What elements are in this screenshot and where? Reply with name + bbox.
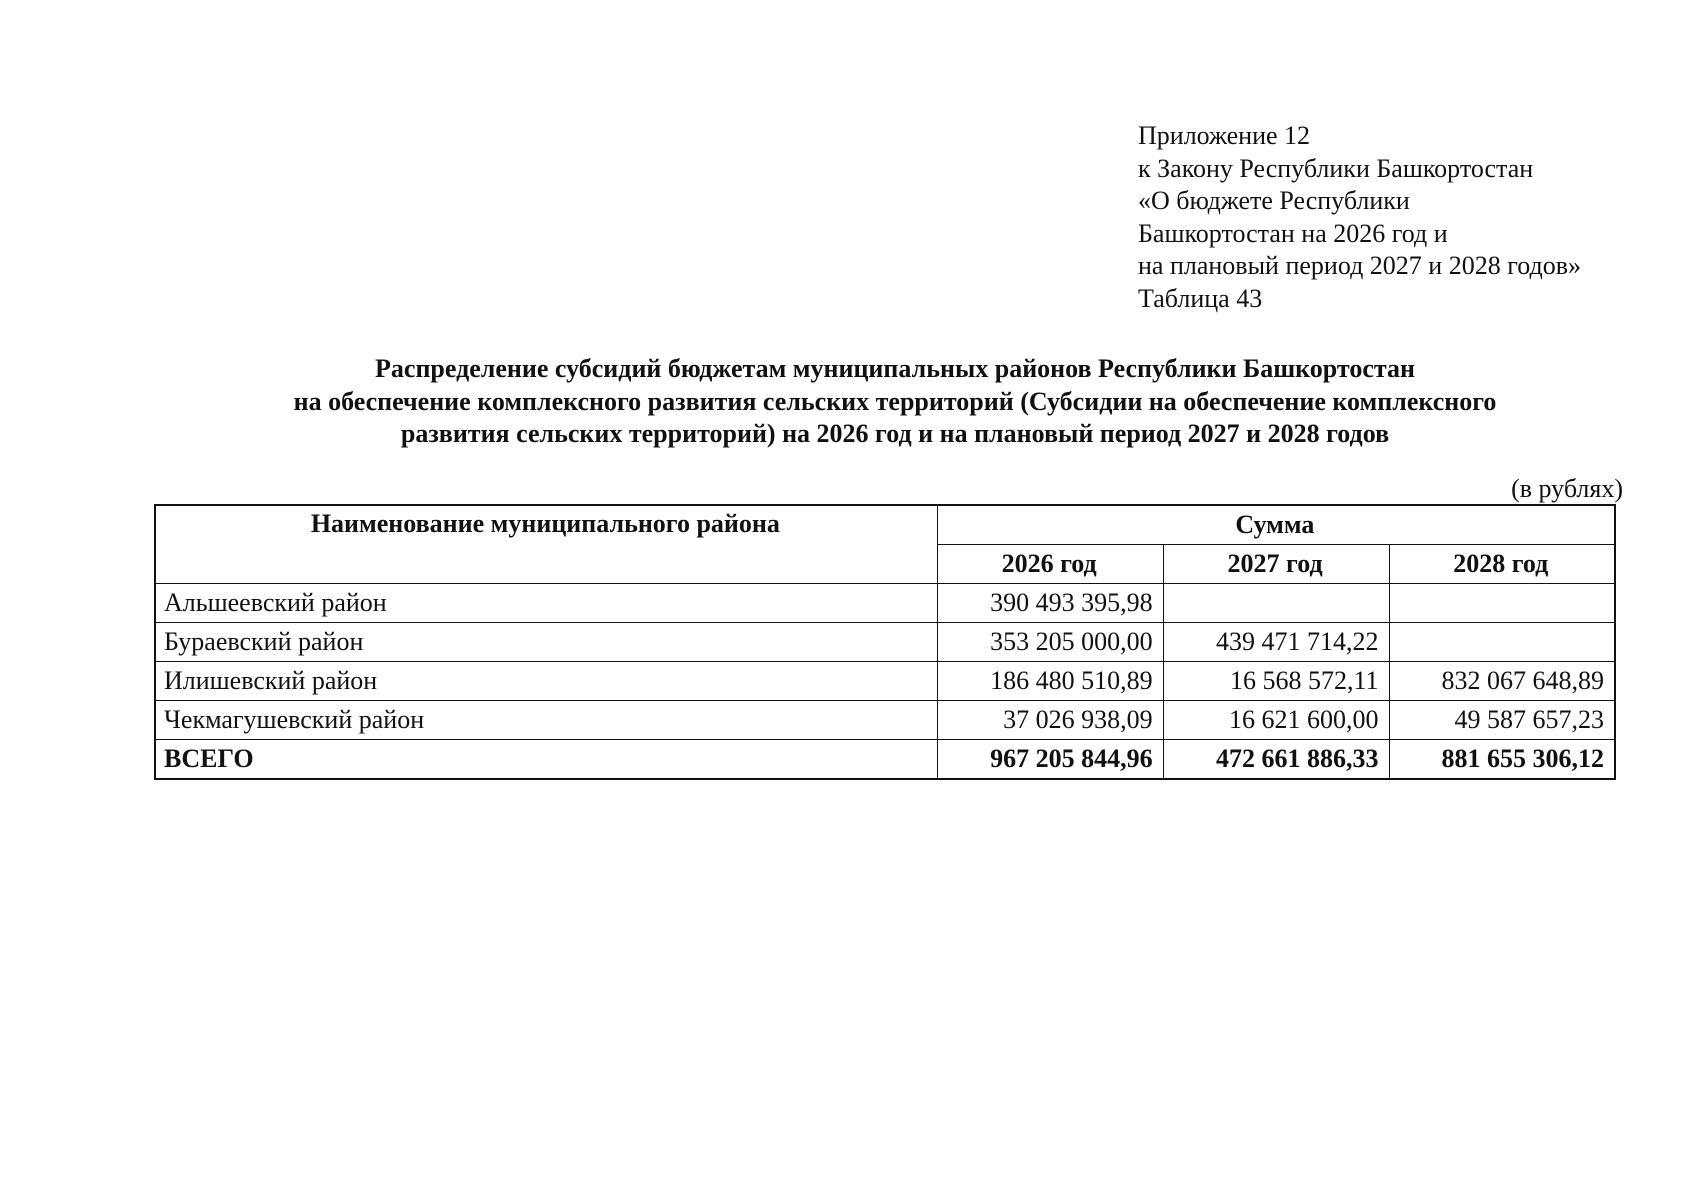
header-sum: Сумма [937, 505, 1615, 545]
appendix-line: Приложение 12 [1138, 121, 1311, 150]
appendix-block [1138, 120, 1581, 315]
appendix-line: Башкортостан на 2026 год и [1138, 218, 1448, 248]
document-title [150, 353, 1640, 451]
amount-2026: 390 493 395,98 [937, 584, 1163, 623]
amount-2028: 49 587 657,23 [1389, 701, 1615, 740]
amount-2028 [1389, 623, 1615, 662]
total-2028: 881 655 306,12 [1389, 740, 1615, 780]
total-row [155, 740, 1615, 780]
total-2026: 967 205 844,96 [937, 740, 1163, 780]
amount-2027: 439 471 714,22 [1163, 623, 1389, 662]
district-name: Чекмагушевский район [155, 701, 937, 740]
table-row [155, 584, 1615, 623]
table-number: Таблица 43 [1138, 283, 1263, 313]
appendix-line: к Закону Республики Башкортостан [1138, 153, 1534, 183]
amount-2027 [1163, 584, 1389, 623]
subsidy-table [154, 504, 1616, 780]
title-line: на обеспечение комплексного развития сельских территорий (Субсидии на обеспечение комплексного [293, 386, 1497, 416]
appendix-line: на плановый период 2027 и 2028 годов» [1138, 251, 1581, 280]
header-year-2027: 2027 год [1163, 545, 1389, 584]
total-label: ВСЕГО [155, 740, 937, 780]
amount-2028 [1389, 584, 1615, 623]
table-row [155, 701, 1615, 740]
title-line: Распределение субсидий бюджетам муниципальных районов Республики Башкортостан [375, 354, 1415, 383]
header-row [155, 505, 1615, 545]
district-name: Илишевский район [155, 662, 937, 701]
district-name: Бураевский район [155, 623, 937, 662]
units-note: (в рублях) [1511, 474, 1623, 503]
appendix-line: «О бюджете Республики [1138, 186, 1410, 215]
district-name: Альшеевский район [155, 584, 937, 623]
header-year-2026: 2026 год [937, 545, 1163, 584]
title-line: развития сельских территорий) на 2026 год и на плановый период 2027 и 2028 годов [400, 419, 1390, 448]
amount-2026: 353 205 000,00 [937, 623, 1163, 662]
header-year-2028: 2028 год [1389, 545, 1615, 584]
amount-2027: 16 621 600,00 [1163, 701, 1389, 740]
table-row [155, 662, 1615, 701]
amount-2027: 16 568 572,11 [1163, 662, 1389, 701]
total-2027: 472 661 886,33 [1163, 740, 1389, 780]
amount-2026: 37 026 938,09 [937, 701, 1163, 740]
table-row [155, 623, 1615, 662]
header-district-name: Наименование муниципального района [155, 505, 937, 584]
amount-2026: 186 480 510,89 [937, 662, 1163, 701]
amount-2028: 832 067 648,89 [1389, 662, 1615, 701]
